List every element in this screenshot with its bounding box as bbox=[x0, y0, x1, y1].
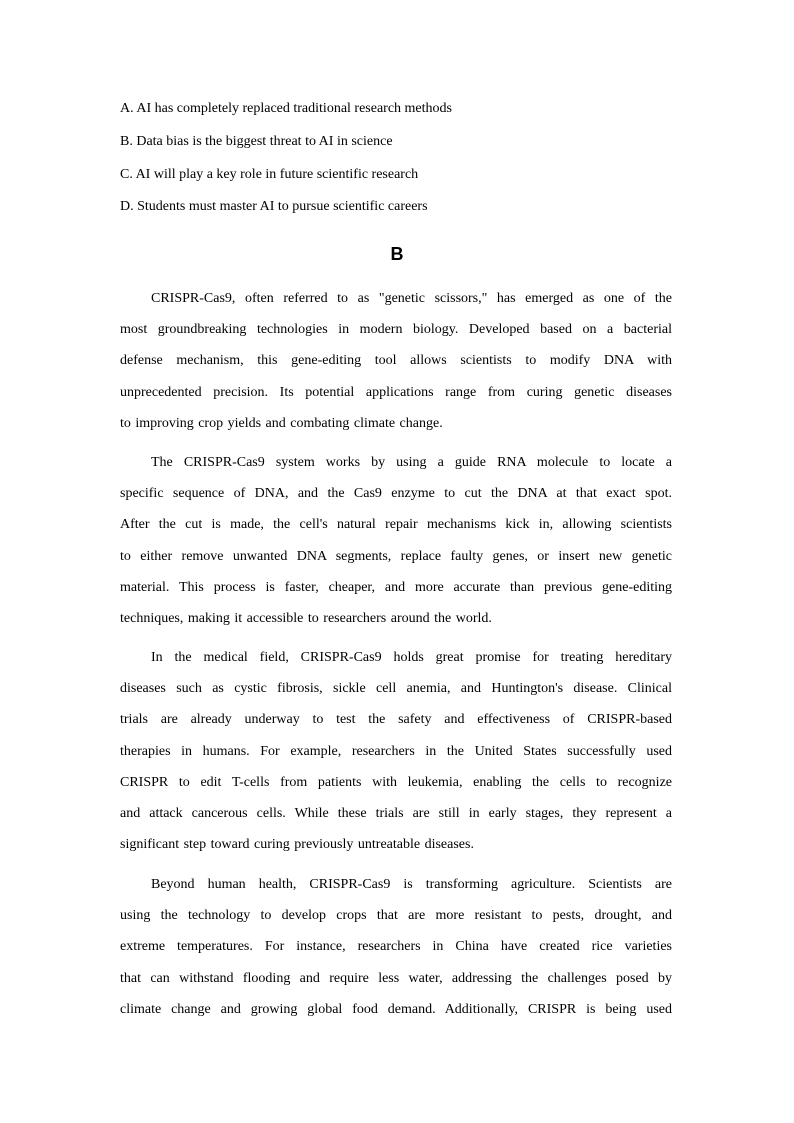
paragraph-line: techniques, making it accessible to researchers around the world. bbox=[120, 610, 492, 626]
paragraph-line: climate change and growing global food demand. Additionally, CRISPR is being used bbox=[120, 1001, 672, 1017]
paragraph-2 bbox=[120, 453, 672, 640]
paragraph-line: The CRISPR-Cas9 system works by using a guide RNA molecule to locate a bbox=[151, 455, 672, 470]
answer-option-b: B. Data bias is the biggest threat to AI in science bbox=[120, 134, 393, 149]
paragraph-line: diseases such as cystic fibrosis, sickle cell anemia, and Huntington's disease. Clinical bbox=[120, 681, 672, 697]
paragraph-line: material. This process is faster, cheaper, and more accurate than previous gene-editing bbox=[120, 579, 672, 595]
paragraph-line: therapies in humans. For example, researchers in the United States successfully used bbox=[120, 743, 672, 759]
paragraph-line: CRISPR to edit T-cells from patients with leukemia, enabling the cells to recognize bbox=[120, 774, 672, 790]
paragraph-line: and attack cancerous cells. While these trials are still in early stages, they represent a bbox=[120, 805, 672, 821]
paragraph-line: that can withstand flooding and require less water, addressing the challenges posed by bbox=[120, 970, 672, 986]
paragraph-line: extreme temperatures. For instance, researchers in China have created rice varieties bbox=[120, 939, 672, 955]
paragraph-3 bbox=[120, 648, 672, 866]
paragraph-1 bbox=[120, 289, 672, 445]
paragraph-line: specific sequence of DNA, and the Cas9 enzyme to cut the DNA at that exact spot. bbox=[120, 486, 672, 502]
paragraph-line: unprecedented precision. Its potential applications range from curing genetic diseases bbox=[120, 384, 672, 400]
paragraph-line: using the technology to develop crops that are more resistant to pests, drought, and bbox=[120, 908, 672, 924]
paragraph-line: After the cut is made, the cell's natural repair mechanisms kick in, allowing scientists bbox=[120, 517, 672, 533]
paragraph-line: significant step toward curing previously untreatable diseases. bbox=[120, 837, 474, 853]
paragraph-line: defense mechanism, this gene-editing tool allows scientists to modify DNA with bbox=[120, 353, 672, 369]
paragraph-line: trials are already underway to test the safety and effectiveness of CRISPR-based bbox=[120, 712, 672, 728]
paragraph-line: most groundbreaking technologies in modern biology. Developed based on a bacterial bbox=[120, 322, 672, 338]
section-heading: B bbox=[390, 244, 404, 264]
paragraph-4 bbox=[120, 875, 672, 1031]
answer-option-a: A. AI has completely replaced traditional research methods bbox=[120, 101, 452, 116]
paragraph-line: to either remove unwanted DNA segments, replace faulty genes, or insert new genetic bbox=[120, 548, 672, 564]
paragraph-line: In the medical field, CRISPR-Cas9 holds great promise for treating hereditary bbox=[151, 650, 672, 665]
paragraph-line: Beyond human health, CRISPR-Cas9 is transforming agriculture. Scientists are bbox=[151, 877, 672, 892]
answer-option-d: D. Students must master AI to pursue scientific careers bbox=[120, 199, 428, 214]
answer-option-c: C. AI will play a key role in future scientific research bbox=[120, 167, 419, 182]
paragraph-line: to improving crop yields and combating climate change. bbox=[120, 415, 443, 431]
paragraph-line: CRISPR-Cas9, often referred to as "genetic scissors," has emerged as one of the bbox=[151, 291, 672, 306]
